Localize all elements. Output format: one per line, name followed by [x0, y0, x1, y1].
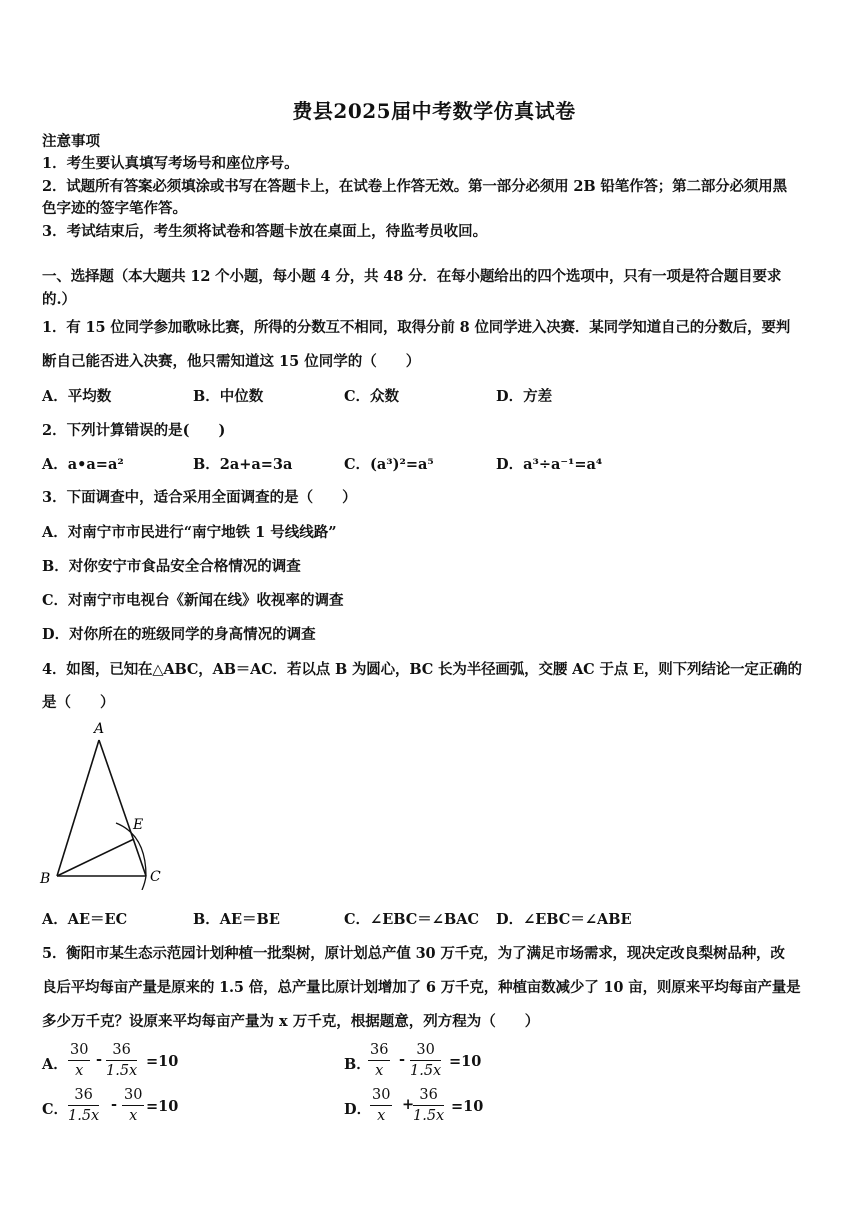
- segment-ac: [99, 740, 146, 876]
- label-e: E: [133, 817, 144, 833]
- equation-rhs: =10: [451, 1098, 484, 1115]
- option-letter: D．: [344, 1101, 372, 1118]
- question-5-stem: 多少万千克？设原来平均每亩产量为 x 万千克，根据题意，列方程为（ ）: [42, 1013, 540, 1030]
- page-title: 费县2025届中考数学仿真试卷: [292, 99, 576, 123]
- q1-option-b: B．中位数: [193, 388, 264, 405]
- denominator: x: [129, 1108, 138, 1124]
- denominator: 1.5x: [410, 1063, 442, 1079]
- q1-option-a: A．平均数: [42, 388, 112, 405]
- fraction: [68, 1040, 90, 1081]
- denominator: x: [75, 1063, 84, 1079]
- numerator: 30: [370, 1085, 392, 1106]
- segment-ab: [57, 740, 99, 876]
- denominator: 1.5x: [68, 1108, 100, 1124]
- q3-option-c: C．对南宁市电视台《新闻在线》收视率的调查: [42, 592, 344, 609]
- numerator: 36: [368, 1040, 390, 1061]
- question-5-stem: 良后平均每亩产量是原来的 1.5 倍，总产量比原计划增加了 6 万千克，种植亩数减少了 10 亩，则原来平均每亩产量是: [42, 979, 801, 996]
- q1-option-d: D．方差: [496, 388, 553, 405]
- equation-rhs: =10: [146, 1098, 179, 1115]
- q1-option-c: C．众数: [344, 388, 400, 405]
- fraction: [370, 1085, 392, 1126]
- numerator: 36: [68, 1085, 99, 1106]
- operator: -: [111, 1096, 118, 1113]
- question-2-stem: 2．下列计算错误的是( ): [42, 422, 226, 439]
- fraction: [413, 1085, 444, 1126]
- fraction: [410, 1040, 441, 1081]
- fraction: [122, 1085, 144, 1126]
- question-1-stem: 断自己能否进入决赛，他只需知道这 15 位同学的（ ）: [42, 353, 421, 370]
- q4-option-b: B．AE＝BE: [193, 911, 280, 928]
- q2-option-b: B．2a+a=3a: [193, 456, 293, 473]
- fraction: [106, 1040, 137, 1081]
- denominator: 1.5x: [413, 1108, 445, 1124]
- q2-option-c: C．(a³)²=a⁵: [344, 456, 434, 473]
- operator: +: [402, 1096, 415, 1113]
- numerator: 36: [413, 1085, 444, 1106]
- denominator: 1.5x: [106, 1063, 138, 1079]
- option-letter: C．: [42, 1101, 69, 1118]
- triangle-figure: [36, 715, 176, 890]
- notice-item: 色字迹的签字笔作答。: [42, 200, 187, 217]
- q4-option-d: D．∠EBC＝∠ABE: [496, 911, 632, 928]
- q4-option-c: C．∠EBC＝∠BAC: [344, 911, 480, 928]
- q3-option-b: B．对你安宁市食品安全合格情况的调查: [42, 558, 301, 575]
- question-4-stem: 4．如图，已知在△ABC，AB＝AC．若以点 B 为圆心，BC 长为半径画弧，交腰 AC 于点 E，则下列结论一定正确的: [42, 661, 802, 678]
- notice-item: 2．试题所有答案必须填涂或书写在答题卡上，在试卷上作答无效。第一部分必须用 2B 铅笔作答；第二部分必须用黑: [42, 178, 787, 195]
- label-b: B: [40, 871, 51, 887]
- numerator: 36: [106, 1040, 137, 1061]
- question-3-stem: 3．下面调查中，适合采用全面调查的是（ ）: [42, 489, 357, 506]
- numerator: 30: [410, 1040, 441, 1061]
- notice-item: 1．考生要认真填写考场号和座位序号。: [42, 155, 299, 172]
- numerator: 30: [68, 1040, 90, 1061]
- operator: -: [399, 1051, 406, 1068]
- q2-option-a: A．a•a=a²: [42, 456, 124, 473]
- notice-item: 3．考试结束后，考生须将试卷和答题卡放在桌面上，待监考员收回。: [42, 223, 488, 240]
- question-5-stem: 5．衡阳市某生态示范园计划种植一批梨树，原计划总产值 30 万千克，为了满足市场需求，现决定改良梨树品种，改: [42, 945, 785, 962]
- arc: [116, 823, 146, 890]
- numerator: 30: [122, 1085, 144, 1106]
- section-heading: 的.）: [42, 291, 77, 308]
- question-4-stem: 是（ ）: [42, 694, 115, 711]
- equation-rhs: =10: [449, 1053, 482, 1070]
- denominator: x: [375, 1063, 384, 1079]
- section-heading: 一、选择题（本大题共 12 个小题，每小题 4 分，共 48 分．在每小题给出的四个选项中，只有一项是符合题目要求: [42, 268, 782, 285]
- option-letter: A．: [42, 1056, 68, 1073]
- fraction: [368, 1040, 390, 1081]
- option-letter: B．: [344, 1056, 371, 1073]
- notice-heading: 注意事项: [42, 133, 100, 150]
- q2-option-d: D．a³÷a⁻¹=a⁴: [496, 456, 603, 473]
- fraction: [68, 1085, 99, 1126]
- q3-option-d: D．对你所在的班级同学的身高情况的调查: [42, 626, 316, 643]
- label-c: C: [150, 869, 161, 885]
- label-a: A: [94, 721, 105, 737]
- equation-rhs: =10: [146, 1053, 179, 1070]
- segment-be: [57, 839, 134, 876]
- operator: -: [96, 1051, 103, 1068]
- q4-option-a: A．AE＝EC: [42, 911, 128, 928]
- denominator: x: [377, 1108, 386, 1124]
- question-1-stem: 1．有 15 位同学参加歌咏比赛，所得的分数互不相同，取得分前 8 位同学进入决赛．某同学知道自己的分数后，要判: [42, 319, 791, 336]
- q3-option-a: A．对南宁市市民进行“南宁地铁 1 号线线路”: [42, 524, 337, 541]
